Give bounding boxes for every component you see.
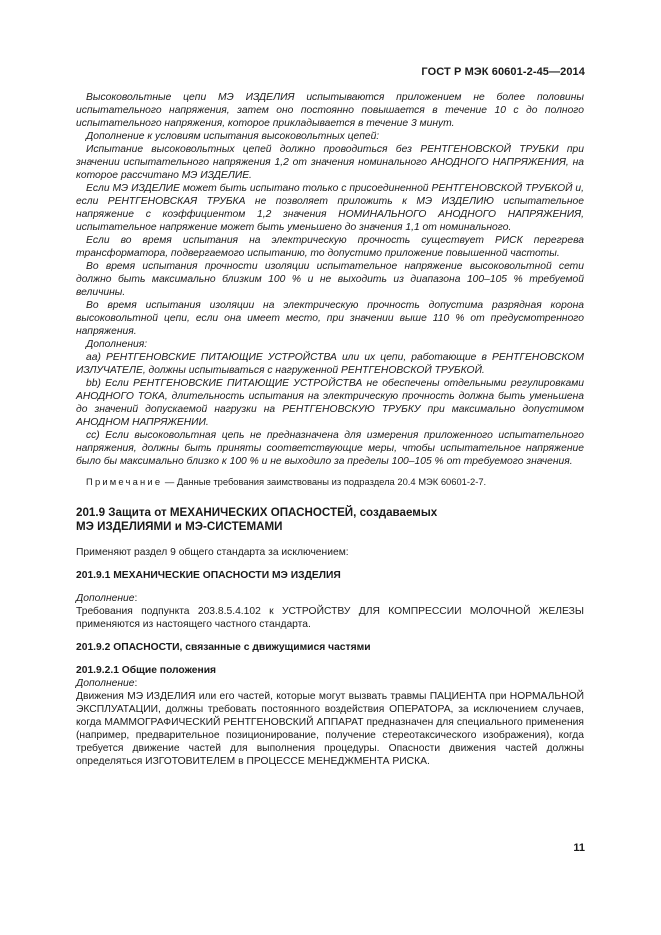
paragraph: Дополнение к условиям испытания высоковольтных цепей:: [86, 131, 380, 142]
page-content: [76, 91, 584, 768]
paragraph: Дополнения:: [86, 339, 148, 350]
subsection-heading-201-9-2-1: 201.9.2.1 Общие положения: [76, 665, 217, 676]
note-text: — Данные требования заимствованы из подраздела 20.4 МЭК 60601-2-7.: [162, 476, 487, 487]
paragraph: Во время испытания изоляции на электрическую прочность допустима разрядная корона высоковольтной цепи, если она имеет место, при значении выше 110 % от предусмотренного напряжения.: [76, 300, 584, 337]
paragraph: аа) РЕНТГЕНОВСКИЕ ПИТАЮЩИЕ УСТРОЙСТВА или их цепи, работающие в РЕНТГЕНОВСКОМ ИЗЛУЧАТЕЛЕ, должны испытываться с нагруженной РЕНТГЕНОВСКОЙ ТРУБКОЙ.: [76, 352, 584, 376]
addition-label: Дополнение:: [76, 593, 138, 604]
subsection-heading-201-9-2: 201.9.2 ОПАСНОСТИ, связанные с движущимися частями: [76, 642, 371, 653]
paragraph: сс) Если высоковольтная цепь не предназначена для измерения приложенного испытательного напряжения, должны быть приняты соответствующие меры, чтобы испытательное напряжение было бы максимально близко к 100 % и не выходило за пределы 100–105 % от требуемого значения.: [76, 430, 584, 467]
subsection-heading-201-9-1: 201.9.1 МЕХАНИЧЕСКИЕ ОПАСНОСТИ МЭ ИЗДЕЛИЯ: [76, 570, 341, 581]
section-heading-201-9: [76, 506, 584, 534]
paragraph: Если МЭ ИЗДЕЛИЕ может быть испытано только с присоединенной РЕНТГЕНОВСКОЙ ТРУБКОЙ и, если РЕНТГЕНОВСКАЯ ТРУБКА не позволяет приложить к МЭ ИЗДЕЛИЮ испытательное напряжение с коэффициентом 1,2 значения НОМИНАЛЬНОГО АНОДНОГО НАПРЯЖЕНИЯ, испытательное напряжение может быть уменьшено до значения 1,1 от номинального.: [76, 183, 584, 233]
standard-header: ГОСТ Р МЭК 60601-2-45—2014: [421, 66, 585, 78]
paragraph: bb) Если РЕНТГЕНОВСКИЕ ПИТАЮЩИЕ УСТРОЙСТВА не обеспечены отдельными регулировками АНОДНОГО ТОКА, длительность испытания на электрическую прочность должна быть уменьшена до значений допускаемой нагрузки на РЕНТГЕНОВСКУЮ ТРУБКУ при максимально допустимом АНОДНОМ НАПРЯЖЕНИИ.: [76, 378, 584, 428]
section-title-line2: МЭ ИЗДЕЛИЯМИ и МЭ-СИСТЕМАМИ: [76, 520, 283, 533]
note-label: Примечание: [86, 476, 163, 487]
note: [76, 476, 584, 488]
section-intro: Применяют раздел 9 общего стандарта за исключением:: [76, 547, 349, 558]
paragraph: Высоковольтные цепи МЭ ИЗДЕЛИЯ испытываются приложением не более половины испытательного напряжения, затем оно постоянно повышается в течение 10 с до полного испытательного напряжения, которое прикладывается в течение 3 минут.: [76, 92, 584, 129]
paragraph: Если во время испытания на электрическую прочность существует РИСК перегрева трансформатора, подвергаемого испытанию, то допустимо приложение повышенной частоты.: [76, 235, 584, 259]
subsection-text: Требования подпункта 203.8.5.4.102 к УСТРОЙСТВУ ДЛЯ КОМПРЕССИИ МОЛОЧНОЙ ЖЕЛЕЗЫ применяются из настоящего частного стандарта.: [76, 606, 584, 630]
section-title-line1: 201.9 Защита от МЕХАНИЧЕСКИХ ОПАСНОСТЕЙ, создаваемых: [76, 506, 438, 519]
paragraph: Испытание высоковольтных цепей должно проводиться без РЕНТГЕНОВСКОЙ ТРУБКИ при значении испытательного напряжения 1,2 от значения номинального АНОДНОГО НАПРЯЖЕНИЯ, на которое рассчитано МЭ ИЗДЕЛИЕ.: [76, 144, 584, 181]
paragraph: Во время испытания прочности изоляции испытательное напряжение высоковольтной сети должно быть максимально близким 100 % и не выходить из диапазона 100–105 % требуемой величины.: [76, 261, 584, 298]
addition-label: Дополнение:: [76, 678, 138, 689]
page-number: 11: [573, 842, 585, 854]
subsection-text: Движения МЭ ИЗДЕЛИЯ или его частей, которые могут вызвать травмы ПАЦИЕНТА при НОРМАЛЬНОЙ ЭКСПЛУАТАЦИИ, должны требовать постоянного воздействия ОПЕРАТОРА, за исключением случаев, когда МАММОГРАФИЧЕСКИЙ РЕНТГЕНОВСКИЙ АППАРАТ предназначен для специального применения (например, предварительное позиционирование, получение стереотаксического изображения), когда требуется движение частей для выполнения процедуры. Опасности движения частей должны определяться ИЗГОТОВИТЕЛЕМ в ПРОЦЕССЕ МЕНЕДЖМЕНТА РИСКА.: [76, 691, 584, 767]
